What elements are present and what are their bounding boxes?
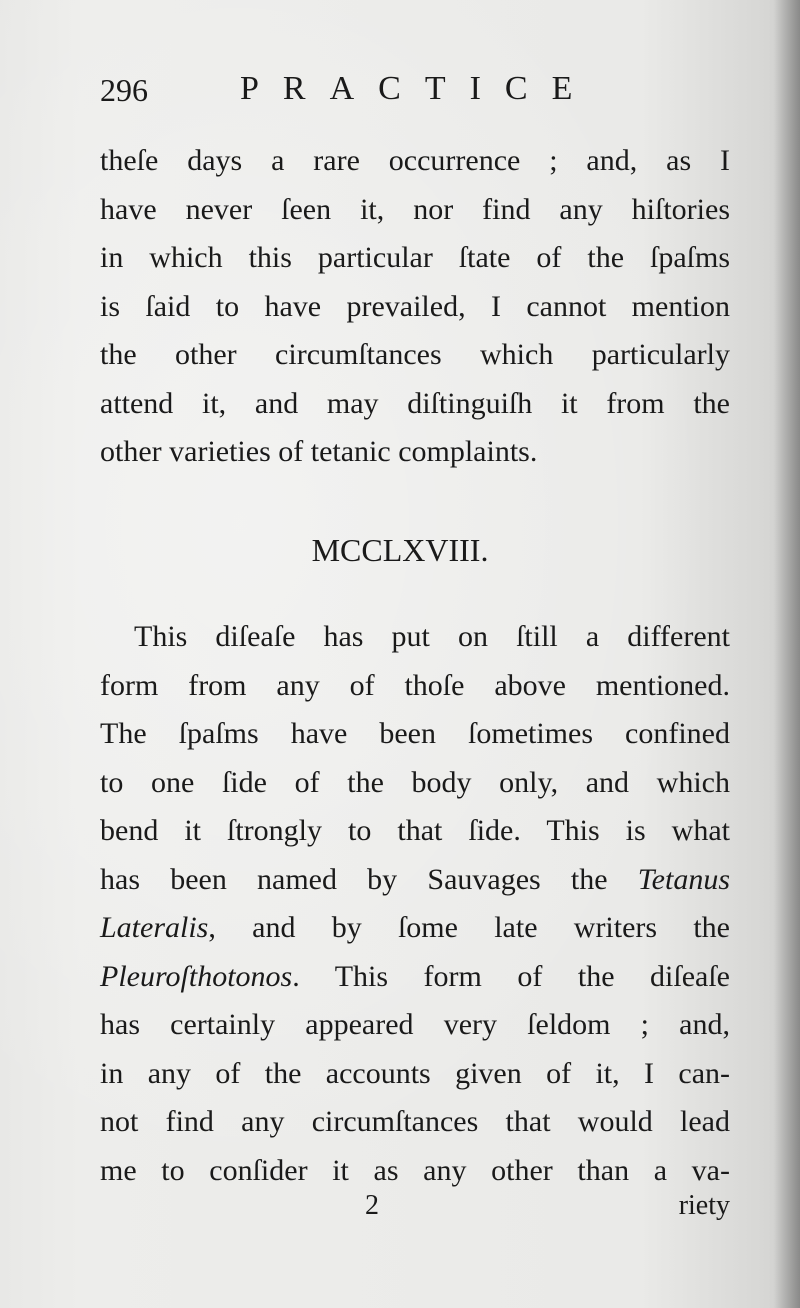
text-run: has been named by Sauvages the	[100, 862, 638, 896]
text-run: , and by ſome late writers the	[208, 911, 730, 944]
text-line: has certainly appeared very ſeldom ; and,	[100, 1008, 730, 1041]
text-line: in which this particular ſtate of the ſpaſms	[100, 241, 730, 274]
text-run: . This form of the diſeaſe	[292, 959, 730, 993]
section-number: MCCLXVIII.	[311, 532, 489, 568]
text-line: is ſaid to have prevailed, I cannot mention	[100, 289, 730, 323]
italic-term: Pleuroſthotonos	[100, 959, 293, 993]
text-line: The ſpaſms have been ſometimes confined	[100, 717, 730, 750]
catchword: riety	[678, 1190, 730, 1221]
text-line: theſe days a rare occurrence ; and, as I	[100, 144, 730, 177]
text-line	[100, 904, 730, 953]
text-line: This diſeaſe has put on ſtill a different	[134, 620, 730, 653]
italic-term: Tetanus	[637, 862, 730, 896]
page-gutter-shadow	[774, 0, 800, 1308]
paragraph-1	[100, 137, 730, 477]
text-line: form from any of thoſe above mentioned.	[100, 668, 730, 702]
text-line: have never ſeen it, nor find any hiſtories	[100, 192, 730, 226]
text-line: bend it ſtrongly to that ſide. This is what	[100, 814, 730, 847]
page-number: 296	[100, 72, 148, 108]
text-line: in any of the accounts given of it, I can-	[100, 1056, 730, 1090]
text-line	[100, 953, 730, 1002]
text-line	[100, 856, 730, 905]
text-line: me to conſider it as any other than a va-	[100, 1153, 730, 1187]
text-line: the other circumſtances which particularly	[100, 338, 730, 371]
running-title: PRACTICE	[240, 70, 597, 107]
paragraph-2	[100, 613, 730, 1195]
text-line: not find any circumſtances that would lead	[100, 1105, 730, 1138]
page-footer	[100, 1190, 730, 1230]
running-head	[100, 68, 740, 112]
text-line: to one ſide of the body only, and which	[100, 765, 730, 799]
text-line: other varieties of tetanic complaints.	[100, 435, 538, 468]
signature-mark: 2	[365, 1190, 379, 1221]
italic-term: Lateralis	[100, 911, 209, 944]
text-line: attend it, and may diſtinguiſh it from the	[100, 386, 730, 420]
